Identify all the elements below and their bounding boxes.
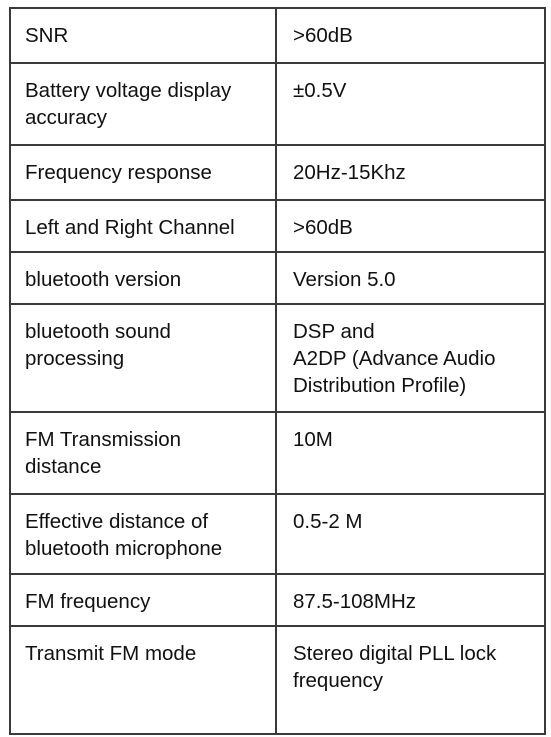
spec-label: bluetooth sound processing <box>10 304 276 412</box>
spec-label: Battery voltage display accuracy <box>10 63 276 145</box>
spec-value: 20Hz-15Khz <box>276 145 545 200</box>
table-row <box>10 304 545 412</box>
spec-label: FM Transmission distance <box>10 412 276 494</box>
spec-value: 87.5-108MHz <box>276 574 545 626</box>
table-row <box>10 252 545 304</box>
table-row <box>10 412 545 494</box>
spec-value: ±0.5V <box>276 63 545 145</box>
table-row <box>10 574 545 626</box>
spec-label: SNR <box>10 8 276 63</box>
table-row <box>10 200 545 252</box>
spec-label: FM frequency <box>10 574 276 626</box>
spec-value: Version 5.0 <box>276 252 545 304</box>
spec-value: >60dB <box>276 8 545 63</box>
spec-value: 10M <box>276 412 545 494</box>
spec-label: bluetooth version <box>10 252 276 304</box>
spec-value: Stereo digital PLL lock frequency <box>276 626 545 734</box>
table-row <box>10 494 545 574</box>
spec-table <box>9 7 546 735</box>
table-row <box>10 63 545 145</box>
spec-value: DSP and A2DP (Advance Audio Distribution Profile) <box>276 304 545 412</box>
spec-value: >60dB <box>276 200 545 252</box>
table-row <box>10 626 545 734</box>
table-row <box>10 8 545 63</box>
spec-label: Left and Right Channel <box>10 200 276 252</box>
spec-label: Effective distance of bluetooth microphone <box>10 494 276 574</box>
spec-value: 0.5-2 M <box>276 494 545 574</box>
spec-label: Transmit FM mode <box>10 626 276 734</box>
spec-label: Frequency response <box>10 145 276 200</box>
table-row <box>10 145 545 200</box>
spec-table-body <box>10 8 545 734</box>
